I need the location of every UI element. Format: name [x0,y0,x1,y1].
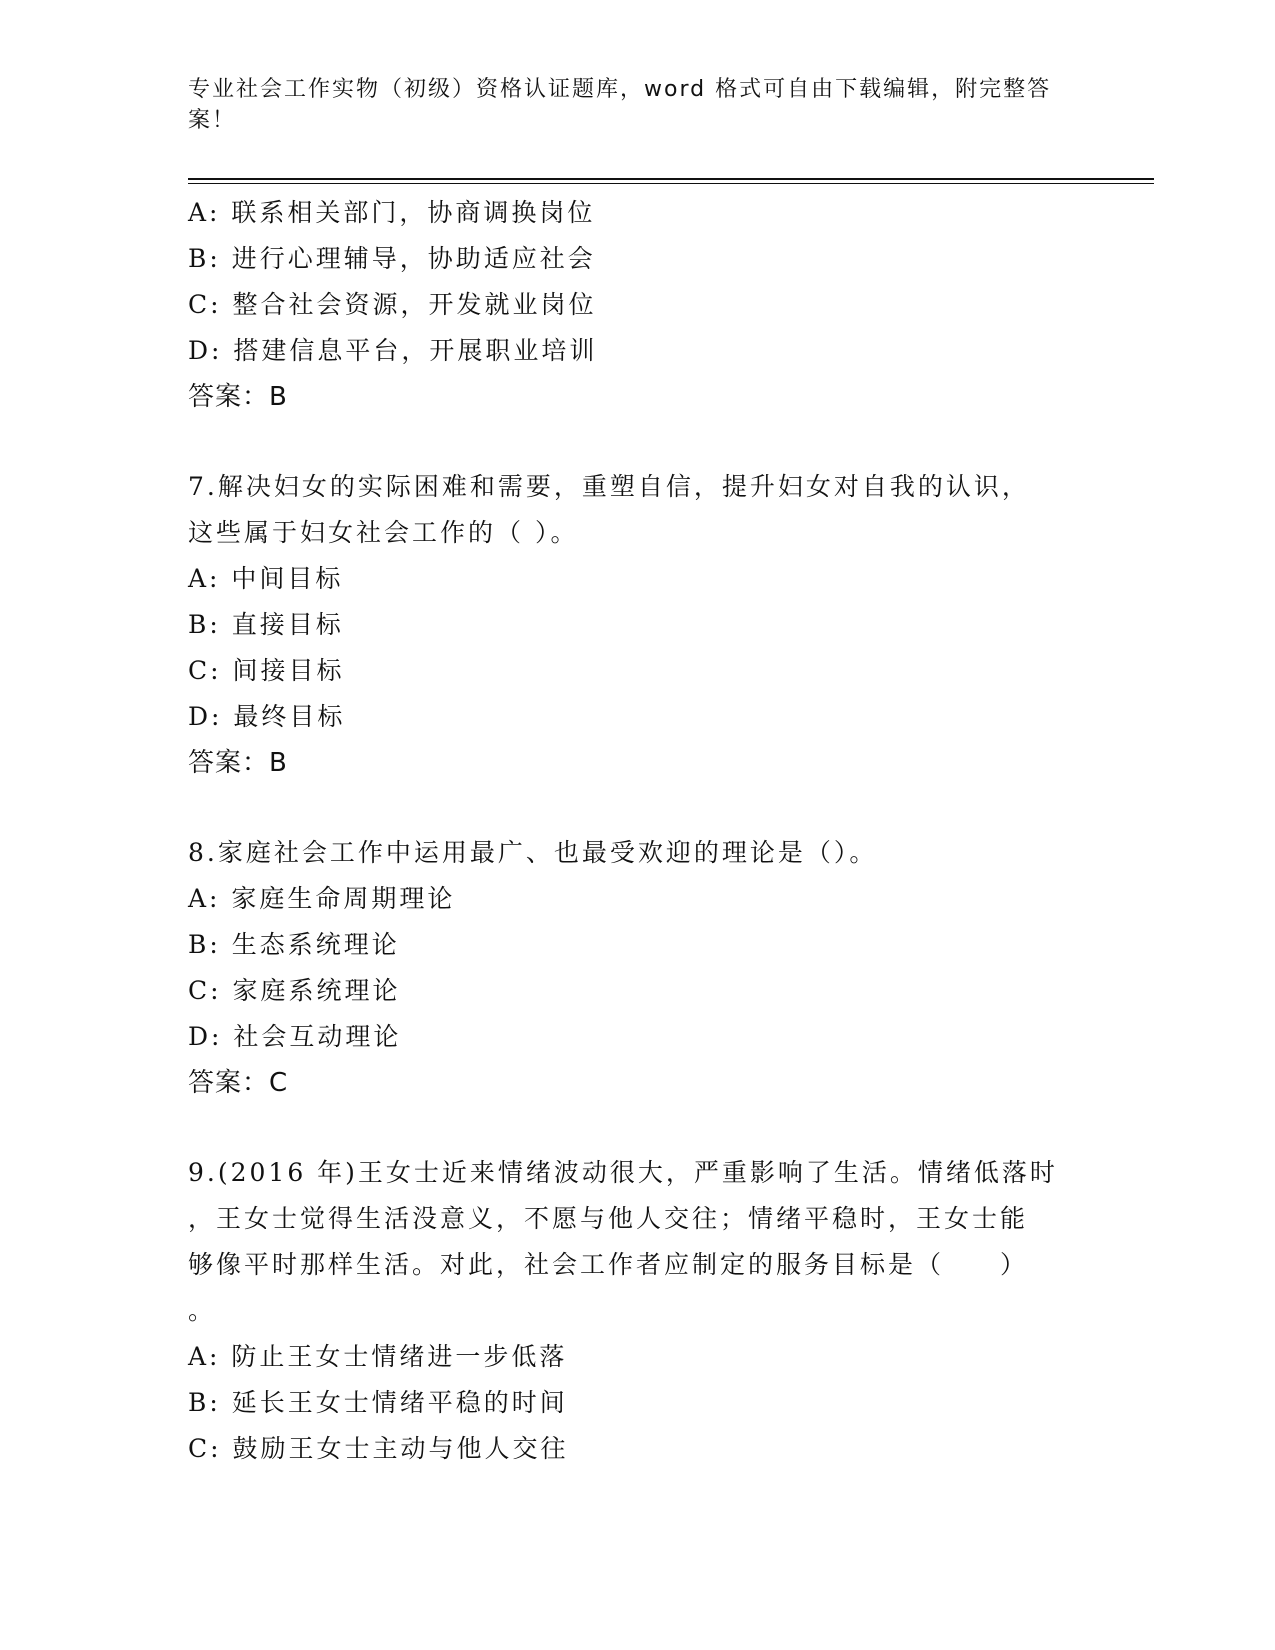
question-8 [188,830,1088,1106]
document-header [188,74,1068,136]
option-b: B: 生态系统理论 [188,930,400,959]
option-b: B: 进行心理辅导，协助适应社会 [188,244,596,273]
option-a: A: 家庭生命周期理论 [188,884,456,913]
option-d: D: 最终目标 [188,702,346,731]
option-c: C: 家庭系统理论 [188,976,401,1005]
option-a: A: 中间目标 [188,564,344,593]
question-stem-line: 8.家庭社会工作中运用最广、也最受欢迎的理论是（）。 [188,838,878,867]
option-d: D: 搭建信息平台，开展职业培训 [188,336,598,365]
question-9 [188,1150,1088,1472]
question-stem-line: 7.解决妇女的实际困难和需要，重塑自信，提升妇女对自我的认识， [188,472,1030,501]
header-line-1: 专业社会工作实物（初级）资格认证题库，word 格式可自由下载编辑，附完整答 [188,77,1052,102]
option-c: C: 鼓励王女士主动与他人交往 [188,1434,569,1463]
question-stem-line: 。 [188,1296,217,1325]
question-stem-line: 9.(2016 年)王女士近来情绪波动很大，严重影响了生活。情绪低落时 [188,1158,1058,1187]
option-c: C: 整合社会资源，开发就业岗位 [188,290,597,319]
question-6 [188,190,1088,420]
question-7 [188,464,1088,786]
answer: 答案：B [188,382,288,412]
option-c: C: 间接目标 [188,656,345,685]
answer: 答案：B [188,748,288,778]
question-list [188,190,1088,1472]
answer: 答案：C [188,1068,289,1098]
header-divider-thin [188,183,1154,184]
header-line-2: 案！ [188,108,237,133]
option-b: B: 延长王女士情绪平稳的时间 [188,1388,568,1417]
header-divider-thick [188,178,1154,180]
option-b: B: 直接目标 [188,610,344,639]
option-d: D: 社会互动理论 [188,1022,402,1051]
option-a: A: 联系相关部门，协商调换岗位 [188,198,596,227]
question-stem-line: 这些属于妇女社会工作的（ ）。 [188,518,579,547]
option-a: A: 防止王女士情绪进一步低落 [188,1342,568,1371]
question-stem-line: 够像平时那样生活。对此，社会工作者应制定的服务目标是（ ） [188,1250,1029,1279]
question-stem-line: ，王女士觉得生活没意义，不愿与他人交往；情绪平稳时，王女士能 [188,1204,1029,1233]
